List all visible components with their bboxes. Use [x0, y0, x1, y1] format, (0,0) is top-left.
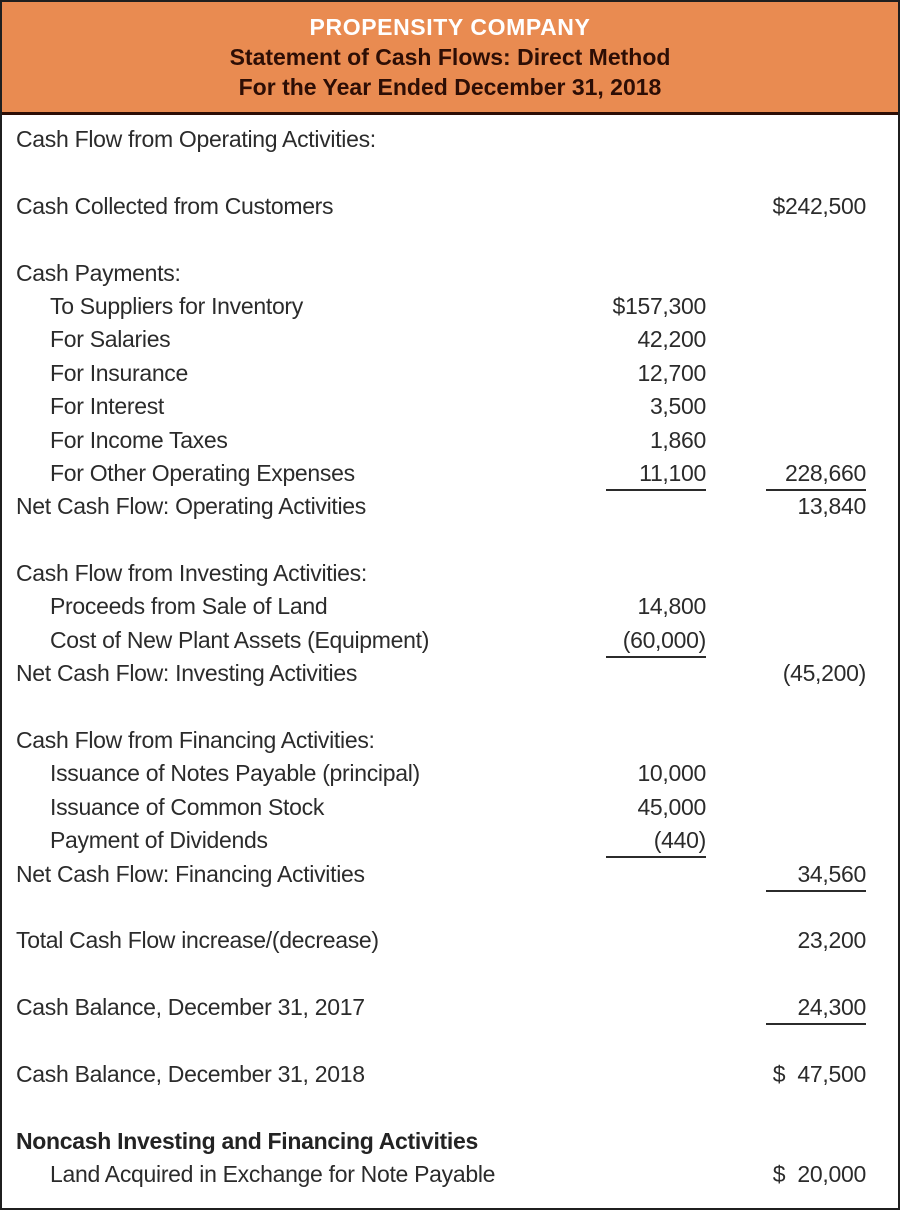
row-label: For Income Taxes: [50, 426, 228, 453]
statement-row: [2, 1158, 898, 1191]
amount-subcolumn: [586, 1158, 706, 1191]
statement-row: [2, 924, 898, 957]
amount-subcolumn: [586, 257, 706, 290]
amount-subcolumn: [586, 1125, 706, 1158]
amount-totalcolumn: [706, 123, 866, 156]
statement-row: [2, 991, 898, 1024]
statement-row: [2, 858, 898, 891]
amount-mid: 10,000: [637, 760, 706, 787]
amount-totalcolumn: [706, 357, 866, 390]
amount-totalcolumn: [706, 1158, 866, 1191]
row-label: Net Cash Flow: Financing Activities: [16, 860, 365, 887]
statement-row: [2, 791, 898, 824]
amount-subcolumn: [586, 290, 706, 323]
statement-title: Statement of Cash Flows: Direct Method: [229, 44, 671, 70]
amount-totalcolumn: [706, 190, 866, 223]
amount-subcolumn: [586, 590, 706, 623]
statement-row: [2, 724, 898, 757]
row-spacer: [2, 1025, 898, 1058]
amount-subcolumn: [586, 657, 706, 690]
amount-subcolumn: [586, 824, 706, 857]
row-label: Cost of New Plant Assets (Equipment): [50, 626, 430, 653]
amount-mid: 3,500: [649, 393, 706, 420]
amount-right: 34,560: [766, 859, 866, 892]
amount-subcolumn: [586, 624, 706, 657]
amount-subcolumn: [586, 123, 706, 156]
amount-mid: $157,300: [612, 292, 706, 319]
row-label: Noncash Investing and Financing Activities: [16, 1127, 478, 1154]
amount-mid: (60,000): [606, 625, 706, 658]
row-label: Issuance of Notes Payable (principal): [50, 760, 420, 787]
amount-totalcolumn: [706, 757, 866, 790]
statement-row: [2, 1058, 898, 1091]
statement-row: [2, 357, 898, 390]
row-label: Proceeds from Sale of Land: [50, 593, 328, 620]
row-label: Net Cash Flow: Investing Activities: [16, 660, 358, 687]
row-spacer: [2, 1091, 898, 1124]
amount-subcolumn: [586, 323, 706, 356]
row-label: Cash Flow from Investing Activities:: [16, 560, 367, 587]
row-label: For Salaries: [50, 326, 171, 353]
amount-totalcolumn: [706, 557, 866, 590]
amount-totalcolumn: [706, 457, 866, 490]
statement-body: [2, 115, 898, 1192]
amount-totalcolumn: [706, 858, 866, 891]
amount-subcolumn: [586, 490, 706, 523]
row-spacer: [2, 524, 898, 557]
amount-mid: 12,700: [637, 359, 706, 386]
row-label: Cash Payments:: [16, 259, 181, 286]
amount-subcolumn: [586, 991, 706, 1024]
amount-subcolumn: [586, 858, 706, 891]
row-label: Payment of Dividends: [50, 827, 268, 854]
amount-right: $ 20,000: [772, 1161, 866, 1188]
row-label: Cash Collected from Customers: [16, 192, 334, 219]
row-label: For Other Operating Expenses: [50, 459, 355, 486]
statement-row: [2, 457, 898, 490]
statement-row: [2, 123, 898, 156]
amount-totalcolumn: [706, 424, 866, 457]
statement-row: [2, 390, 898, 423]
amount-subcolumn: [586, 457, 706, 490]
statement-period: For the Year Ended December 31, 2018: [238, 74, 662, 100]
amount-subcolumn: [586, 757, 706, 790]
amount-right: $242,500: [772, 192, 866, 219]
statement-row: [2, 557, 898, 590]
statement-row: [2, 824, 898, 857]
amount-totalcolumn: [706, 991, 866, 1024]
statement-row: [2, 257, 898, 290]
amount-totalcolumn: [706, 657, 866, 690]
statement-row: [2, 590, 898, 623]
amount-totalcolumn: [706, 323, 866, 356]
row-spacer: [2, 156, 898, 189]
amount-subcolumn: [586, 724, 706, 757]
row-label: Issuance of Common Stock: [50, 793, 325, 820]
statement-row: [2, 1125, 898, 1158]
row-label: For Interest: [50, 393, 164, 420]
statement-header-banner: [2, 2, 898, 115]
amount-totalcolumn: [706, 791, 866, 824]
amount-mid: 1,860: [649, 426, 706, 453]
amount-mid: 42,200: [637, 326, 706, 353]
row-label: Cash Balance, December 31, 2017: [16, 994, 365, 1021]
amount-subcolumn: [586, 924, 706, 957]
statement-row: [2, 323, 898, 356]
row-label: For Insurance: [50, 359, 188, 386]
statement-row: [2, 657, 898, 690]
statement-row: [2, 490, 898, 523]
amount-mid: 11,100: [606, 458, 706, 491]
row-label: To Suppliers for Inventory: [50, 292, 303, 319]
row-label: Cash Flow from Financing Activities:: [16, 727, 375, 754]
amount-subcolumn: [586, 557, 706, 590]
amount-mid: (440): [606, 825, 706, 858]
amount-mid: 45,000: [637, 793, 706, 820]
statement-row: [2, 757, 898, 790]
amount-totalcolumn: [706, 824, 866, 857]
row-label: Cash Flow from Operating Activities:: [16, 126, 376, 152]
row-spacer: [2, 958, 898, 991]
amount-totalcolumn: [706, 257, 866, 290]
amount-totalcolumn: [706, 490, 866, 523]
amount-totalcolumn: [706, 624, 866, 657]
row-label: Cash Balance, December 31, 2018: [16, 1060, 365, 1087]
amount-totalcolumn: [706, 590, 866, 623]
row-spacer: [2, 223, 898, 256]
statement-row: [2, 624, 898, 657]
amount-totalcolumn: [706, 724, 866, 757]
amount-right: 23,200: [797, 927, 866, 954]
amount-totalcolumn: [706, 924, 866, 957]
row-spacer: [2, 891, 898, 924]
amount-right: 228,660: [766, 458, 866, 491]
amount-totalcolumn: [706, 290, 866, 323]
amount-mid: 14,800: [637, 593, 706, 620]
amount-right: $ 47,500: [772, 1060, 866, 1087]
amount-totalcolumn: [706, 1125, 866, 1158]
amount-subcolumn: [586, 791, 706, 824]
row-spacer: [2, 691, 898, 724]
statement-row: [2, 190, 898, 223]
amount-subcolumn: [586, 1058, 706, 1091]
amount-subcolumn: [586, 357, 706, 390]
amount-subcolumn: [586, 190, 706, 223]
row-label: Net Cash Flow: Operating Activities: [16, 493, 366, 520]
amount-subcolumn: [586, 390, 706, 423]
row-label: Land Acquired in Exchange for Note Payable: [50, 1161, 496, 1188]
row-label: Total Cash Flow increase/(decrease): [16, 927, 379, 954]
company-name: PROPENSITY COMPANY: [309, 14, 591, 40]
amount-right: 24,300: [766, 992, 866, 1025]
amount-subcolumn: [586, 424, 706, 457]
amount-right: 13,840: [797, 493, 866, 520]
amount-totalcolumn: [706, 1058, 866, 1091]
statement-row: [2, 424, 898, 457]
amount-right: (45,200): [782, 660, 866, 687]
amount-totalcolumn: [706, 390, 866, 423]
statement-row: [2, 290, 898, 323]
